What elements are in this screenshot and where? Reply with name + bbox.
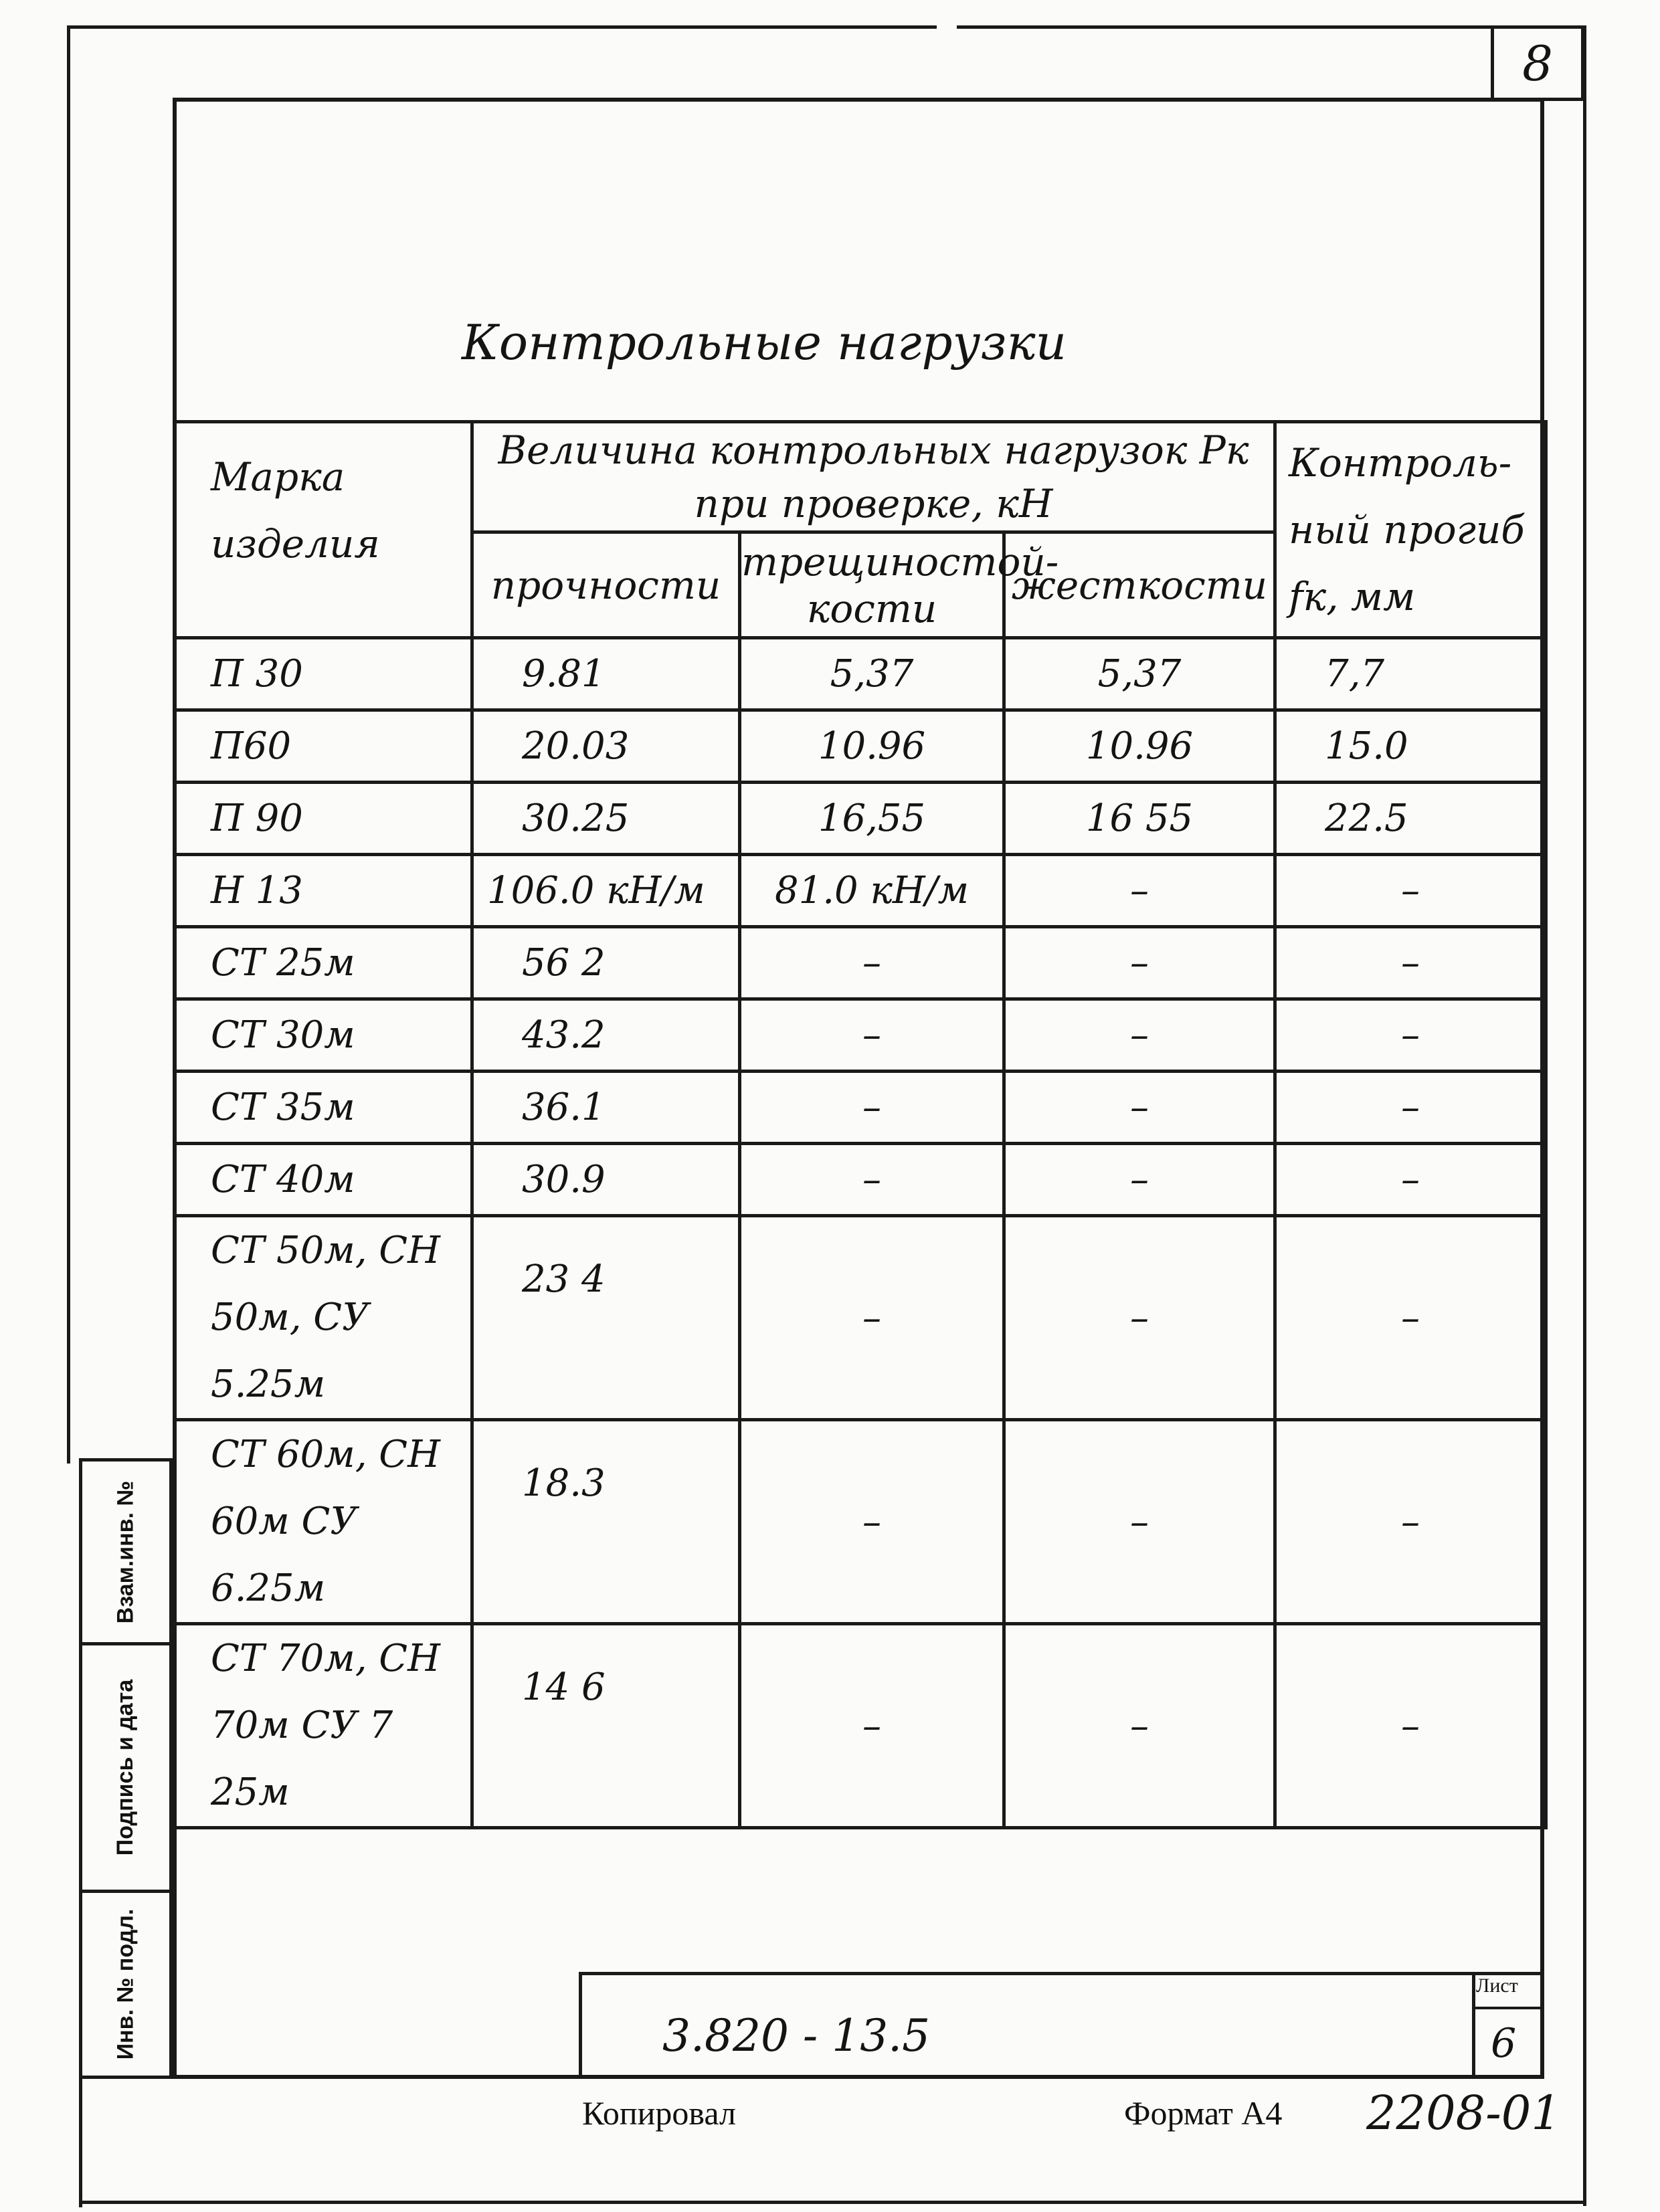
left-border-line <box>67 25 70 1464</box>
top-border-line-left <box>67 25 937 29</box>
cell-crack: – <box>740 927 1004 999</box>
cell-stiffness: 5,37 <box>1004 638 1275 710</box>
top-border-line-right <box>957 25 1492 29</box>
cell-stiffness: 16 55 <box>1004 783 1275 855</box>
stamp-vzam-inv: Взам.инв. № <box>79 1458 173 1645</box>
cell-strength: 30.9 <box>472 1144 740 1216</box>
page-title: Контрольные нагрузки <box>462 314 1067 371</box>
control-loads-table <box>173 420 1548 1829</box>
header-strength: прочности <box>472 532 740 638</box>
cell-strength: 36.1 <box>472 1072 740 1144</box>
cell-crack: – <box>740 1144 1004 1216</box>
cell-strength: 18.3 <box>472 1420 740 1624</box>
sheet-label-divider <box>1472 2007 1544 2009</box>
cell-mark: СТ 50м, СН 50м, СУ 5.25м <box>175 1216 472 1420</box>
table-row <box>175 855 1546 927</box>
cell-mark: П 30 <box>175 638 472 710</box>
table-row <box>175 638 1546 710</box>
table-row <box>175 927 1546 999</box>
cell-mark: СТ 70м, СН 70м СУ 7 25м <box>175 1624 472 1828</box>
bottom-border-line <box>79 2201 1586 2204</box>
sheet-number: 6 <box>1491 2020 1517 2067</box>
right-border-line <box>1583 25 1586 2206</box>
cell-deflection: 7,7 <box>1275 638 1546 710</box>
cell-crack: – <box>740 1072 1004 1144</box>
cell-stiffness: 10.96 <box>1004 710 1275 783</box>
cell-strength: 43.2 <box>472 999 740 1072</box>
cell-crack: 16,55 <box>740 783 1004 855</box>
sheet-label: Лист <box>1476 1975 1518 1997</box>
cell-mark: Н 13 <box>175 855 472 927</box>
cell-deflection: – <box>1275 1072 1546 1144</box>
cell-deflection: – <box>1275 1216 1546 1420</box>
cell-stiffness: – <box>1004 1072 1275 1144</box>
cell-crack: – <box>740 1420 1004 1624</box>
table-row <box>175 1072 1546 1144</box>
cell-stiffness: – <box>1004 1144 1275 1216</box>
table-row <box>175 783 1546 855</box>
table-row <box>175 1624 1546 1828</box>
cell-strength: 14 6 <box>472 1624 740 1828</box>
cell-stiffness: – <box>1004 1216 1275 1420</box>
cell-mark: СТ 35м <box>175 1072 472 1144</box>
cell-crack: – <box>740 1216 1004 1420</box>
stamp-inv-podl: Инв. № подл. <box>79 1890 173 2079</box>
inventory-number: 2208-01 <box>1366 2086 1561 2140</box>
cell-stiffness: – <box>1004 1420 1275 1624</box>
table-row <box>175 1144 1546 1216</box>
cell-mark: СТ 25м <box>175 927 472 999</box>
table-row <box>175 1420 1546 1624</box>
header-deflection: Контроль-ный прогиб fк, мм <box>1275 422 1546 638</box>
cell-deflection: 15.0 <box>1275 710 1546 783</box>
header-load-group: Величина контрольных нагрузок Рк при проверке, кН <box>472 422 1275 532</box>
cell-deflection: – <box>1275 1144 1546 1216</box>
left-border-line-lower <box>79 2074 82 2207</box>
cell-mark: П 90 <box>175 783 472 855</box>
cell-strength: 23 4 <box>472 1216 740 1420</box>
cell-mark: П60 <box>175 710 472 783</box>
table-row <box>175 1216 1546 1420</box>
cell-stiffness: – <box>1004 1624 1275 1828</box>
copied-label: Копировал <box>582 2094 736 2132</box>
cell-strength: 106.0 кН/м <box>472 855 740 927</box>
document-code: 3.820 - 13.5 <box>662 2010 931 2062</box>
cell-strength: 30.25 <box>472 783 740 855</box>
table-header-row <box>175 422 1546 532</box>
header-stiffness: жесткости <box>1004 532 1275 638</box>
cell-crack: 10.96 <box>740 710 1004 783</box>
format-label: Формат А4 <box>1124 2094 1283 2132</box>
cell-stiffness: – <box>1004 999 1275 1072</box>
stamp-podpis-data: Подпись и дата <box>79 1642 173 1893</box>
cell-deflection: – <box>1275 1624 1546 1828</box>
cell-mark: СТ 30м <box>175 999 472 1072</box>
cell-deflection: 22.5 <box>1275 783 1546 855</box>
cell-deflection: – <box>1275 999 1546 1072</box>
table-row <box>175 999 1546 1072</box>
page-number: 8 <box>1491 25 1584 98</box>
cell-crack: – <box>740 1624 1004 1828</box>
cell-crack: 81.0 кН/м <box>740 855 1004 927</box>
cell-deflection: – <box>1275 927 1546 999</box>
table-row <box>175 710 1546 783</box>
cell-mark: СТ 60м, СН 60м СУ 6.25м <box>175 1420 472 1624</box>
cell-strength: 9.81 <box>472 638 740 710</box>
cell-deflection: – <box>1275 1420 1546 1624</box>
cell-crack: – <box>740 999 1004 1072</box>
header-crack: трещиностой-кости <box>740 532 1004 638</box>
cell-mark: СТ 40м <box>175 1144 472 1216</box>
cell-crack: 5,37 <box>740 638 1004 710</box>
cell-strength: 20.03 <box>472 710 740 783</box>
cell-deflection: – <box>1275 855 1546 927</box>
cell-stiffness: – <box>1004 855 1275 927</box>
cell-stiffness: – <box>1004 927 1275 999</box>
cell-strength: 56 2 <box>472 927 740 999</box>
header-mark: Марка изделия <box>175 422 472 638</box>
